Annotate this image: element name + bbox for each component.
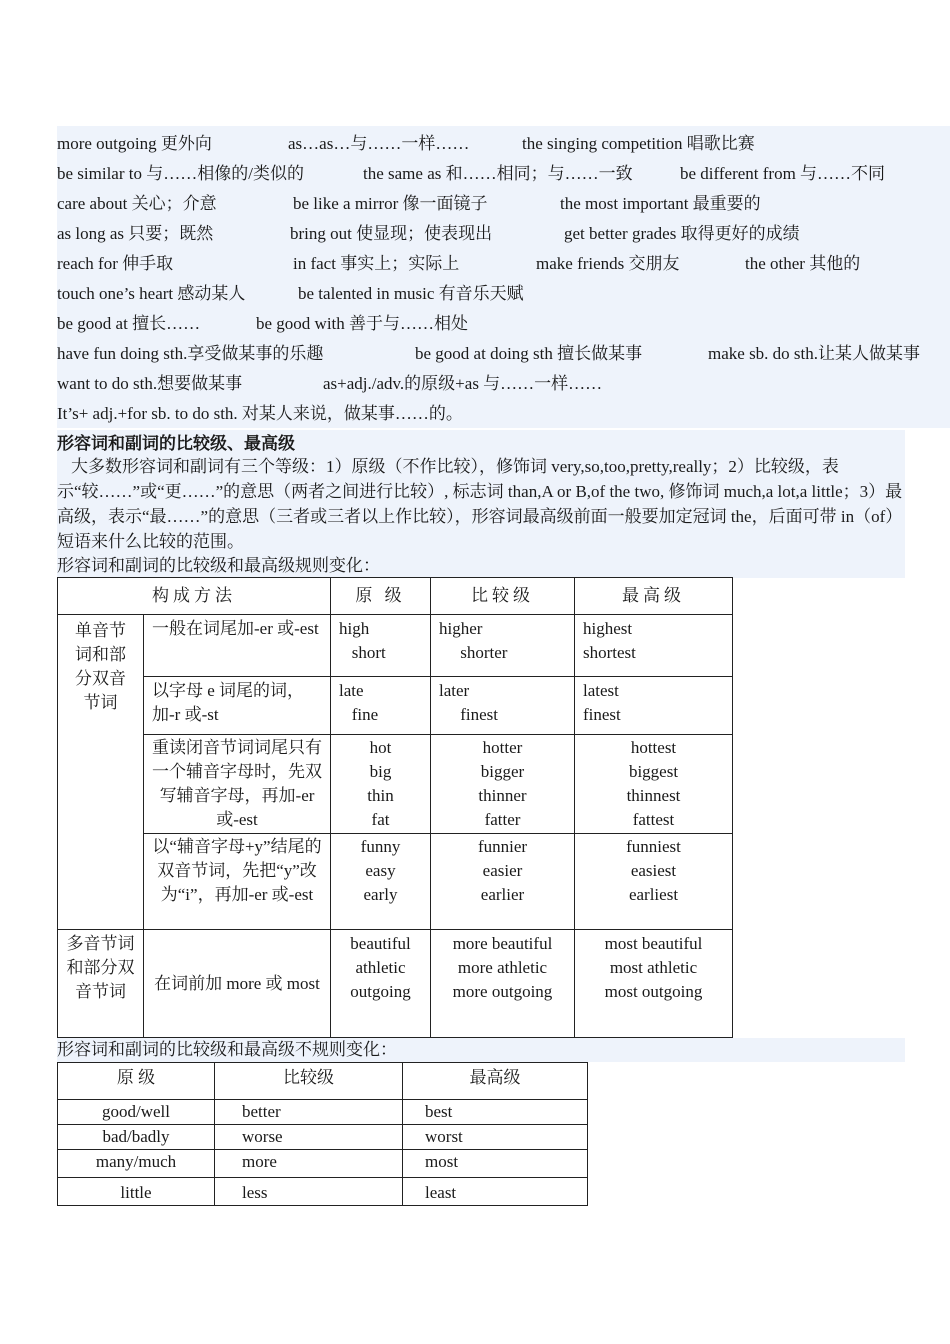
phrase: bring out 使显现；使表现出 xyxy=(290,224,493,243)
regular-table-caption: 形容词和副词的比较级和最高级规则变化： xyxy=(57,556,380,575)
table-row xyxy=(58,1125,588,1150)
rule-cell: 重读闭音节词词尾只有一个辅音字母时，先双写辅音字母，再加-er 或-est xyxy=(144,735,331,834)
irregular-comparison-table xyxy=(57,1062,588,1206)
grammar-paragraph: 大多数形容词和副词有三个等级：1）原级（不作比较），修饰词 very,so,too,pretty,really；2）比较级，表示“较……”或“更……”的意思（两者之间进行比较）, 标志词 than,A or B,of the two, 修饰词 much,a lot,a little；3）最高级，表示“最……”的意思（三者或三者以上作比较），形容词最高级前面一般要加定冠词 the，后面可带 in（of）短语来什么比较的范围。 xyxy=(57,457,903,551)
positive-cell: bad/badly xyxy=(58,1125,215,1150)
header-superlative: 最高级 xyxy=(575,578,733,615)
superlative-cell: hottest biggest thinnest fattest xyxy=(575,735,733,834)
comparative-cell: higher shorter xyxy=(431,615,575,677)
phrase: more outgoing 更外向 xyxy=(57,134,212,153)
phrase: want to do sth.想要做某事 xyxy=(57,374,243,393)
positive-cell: high short xyxy=(331,615,431,677)
rule-cell: 以字母 e 词尾的词，加-r 或-st xyxy=(144,677,331,735)
positive-cell: little xyxy=(58,1178,215,1206)
positive-cell: late fine xyxy=(331,677,431,735)
phrase: It’s+ adj.+for sb. to do sth. 对某人来说，做某事……的。 xyxy=(57,404,463,423)
phrase: the singing competition 唱歌比赛 xyxy=(522,134,755,153)
comparative-cell: more beautiful more athletic more outgoing xyxy=(431,930,575,1038)
phrase: the same as 和……相同；与……一致 xyxy=(363,164,633,183)
superlative-cell: latest finest xyxy=(575,677,733,735)
table-header-row xyxy=(58,578,733,615)
phrase: make sb. do sth.让某人做某事 xyxy=(708,344,921,363)
phrase: in fact 事实上；实际上 xyxy=(293,254,460,273)
comparative-cell: funnier easier earlier xyxy=(431,834,575,930)
phrase: as…as…与……一样…… xyxy=(288,134,470,153)
comparative-cell: worse xyxy=(215,1125,403,1150)
phrase: the most important 最重要的 xyxy=(560,194,761,213)
superlative-cell: worst xyxy=(403,1125,588,1150)
table-row xyxy=(58,677,733,735)
table-header-row xyxy=(58,1063,588,1100)
superlative-cell: best xyxy=(403,1100,588,1125)
phrase: touch one’s heart 感动某人 xyxy=(57,284,246,303)
header-superlative: 最高级 xyxy=(403,1063,588,1100)
header-positive: 原 级 xyxy=(331,578,431,615)
rule-cell: 以“辅音字母+y”结尾的双音节词，先把“y”改为“i”，再加-er 或-est xyxy=(144,834,331,930)
superlative-cell: highest shortest xyxy=(575,615,733,677)
table-row xyxy=(58,1100,588,1125)
phrase: the other 其他的 xyxy=(745,254,861,273)
superlative-cell: most xyxy=(403,1150,588,1178)
phrase: be different from 与……不同 xyxy=(680,164,886,183)
phrase: make friends 交朋友 xyxy=(536,254,680,273)
header-comparative: 比较级 xyxy=(431,578,575,615)
phrase: reach for 伸手取 xyxy=(57,254,174,273)
section-heading: 形容词和副词的比较级、最高级 xyxy=(57,434,295,453)
comparative-cell: better xyxy=(215,1100,403,1125)
superlative-cell: most beautiful most athletic most outgoing xyxy=(575,930,733,1038)
regular-comparison-table xyxy=(57,577,733,1038)
superlative-cell: least xyxy=(403,1178,588,1206)
table-row xyxy=(58,735,733,834)
phrase: care about 关心；介意 xyxy=(57,194,217,213)
comparative-cell: later finest xyxy=(431,677,575,735)
phrase: have fun doing sth.享受做某事的乐趣 xyxy=(57,344,324,363)
phrase: be like a mirror 像一面镜子 xyxy=(293,194,488,213)
rule-cell: 一般在词尾加-er 或-est xyxy=(144,615,331,677)
rule-cell: 在词前加 more 或 most xyxy=(144,930,331,1038)
table-row xyxy=(58,930,733,1038)
phrase: be good with 善于与……相处 xyxy=(256,314,469,333)
table-row xyxy=(58,615,733,677)
irregular-table-caption: 形容词和副词的比较级和最高级不规则变化： xyxy=(57,1040,397,1059)
header-comparative: 比较级 xyxy=(215,1063,403,1100)
group-label: 多音节词和部分双音节词 xyxy=(58,930,144,1038)
comparative-cell: hotter bigger thinner fatter xyxy=(431,735,575,834)
positive-cell: many/much xyxy=(58,1150,215,1178)
phrase: as+adj./adv.的原级+as 与……一样…… xyxy=(323,374,603,393)
phrase-list xyxy=(57,126,950,428)
irregular-caption-band xyxy=(57,1038,905,1062)
phrase: be talented in music 有音乐天赋 xyxy=(298,284,524,303)
comparative-cell: more xyxy=(215,1150,403,1178)
table-row xyxy=(58,1150,588,1178)
positive-cell: funny easy early xyxy=(331,834,431,930)
group-label: 单音节词和部分双音节词 xyxy=(58,615,144,930)
grammar-section xyxy=(57,430,905,578)
positive-cell: beautiful athletic outgoing xyxy=(331,930,431,1038)
phrase: be good at 擅长…… xyxy=(57,314,201,333)
positive-cell: good/well xyxy=(58,1100,215,1125)
phrase: get better grades 取得更好的成绩 xyxy=(564,224,800,243)
positive-cell: hot big thin fat xyxy=(331,735,431,834)
phrase: be good at doing sth 擅长做某事 xyxy=(415,344,643,363)
phrase: as long as 只要；既然 xyxy=(57,224,214,243)
table-row xyxy=(58,1178,588,1206)
phrase: be similar to 与……相像的/类似的 xyxy=(57,164,304,183)
header-positive: 原 级 xyxy=(58,1063,215,1100)
superlative-cell: funniest easiest earliest xyxy=(575,834,733,930)
table-row xyxy=(58,834,733,930)
header-method: 构成方法 xyxy=(58,578,331,615)
comparative-cell: less xyxy=(215,1178,403,1206)
